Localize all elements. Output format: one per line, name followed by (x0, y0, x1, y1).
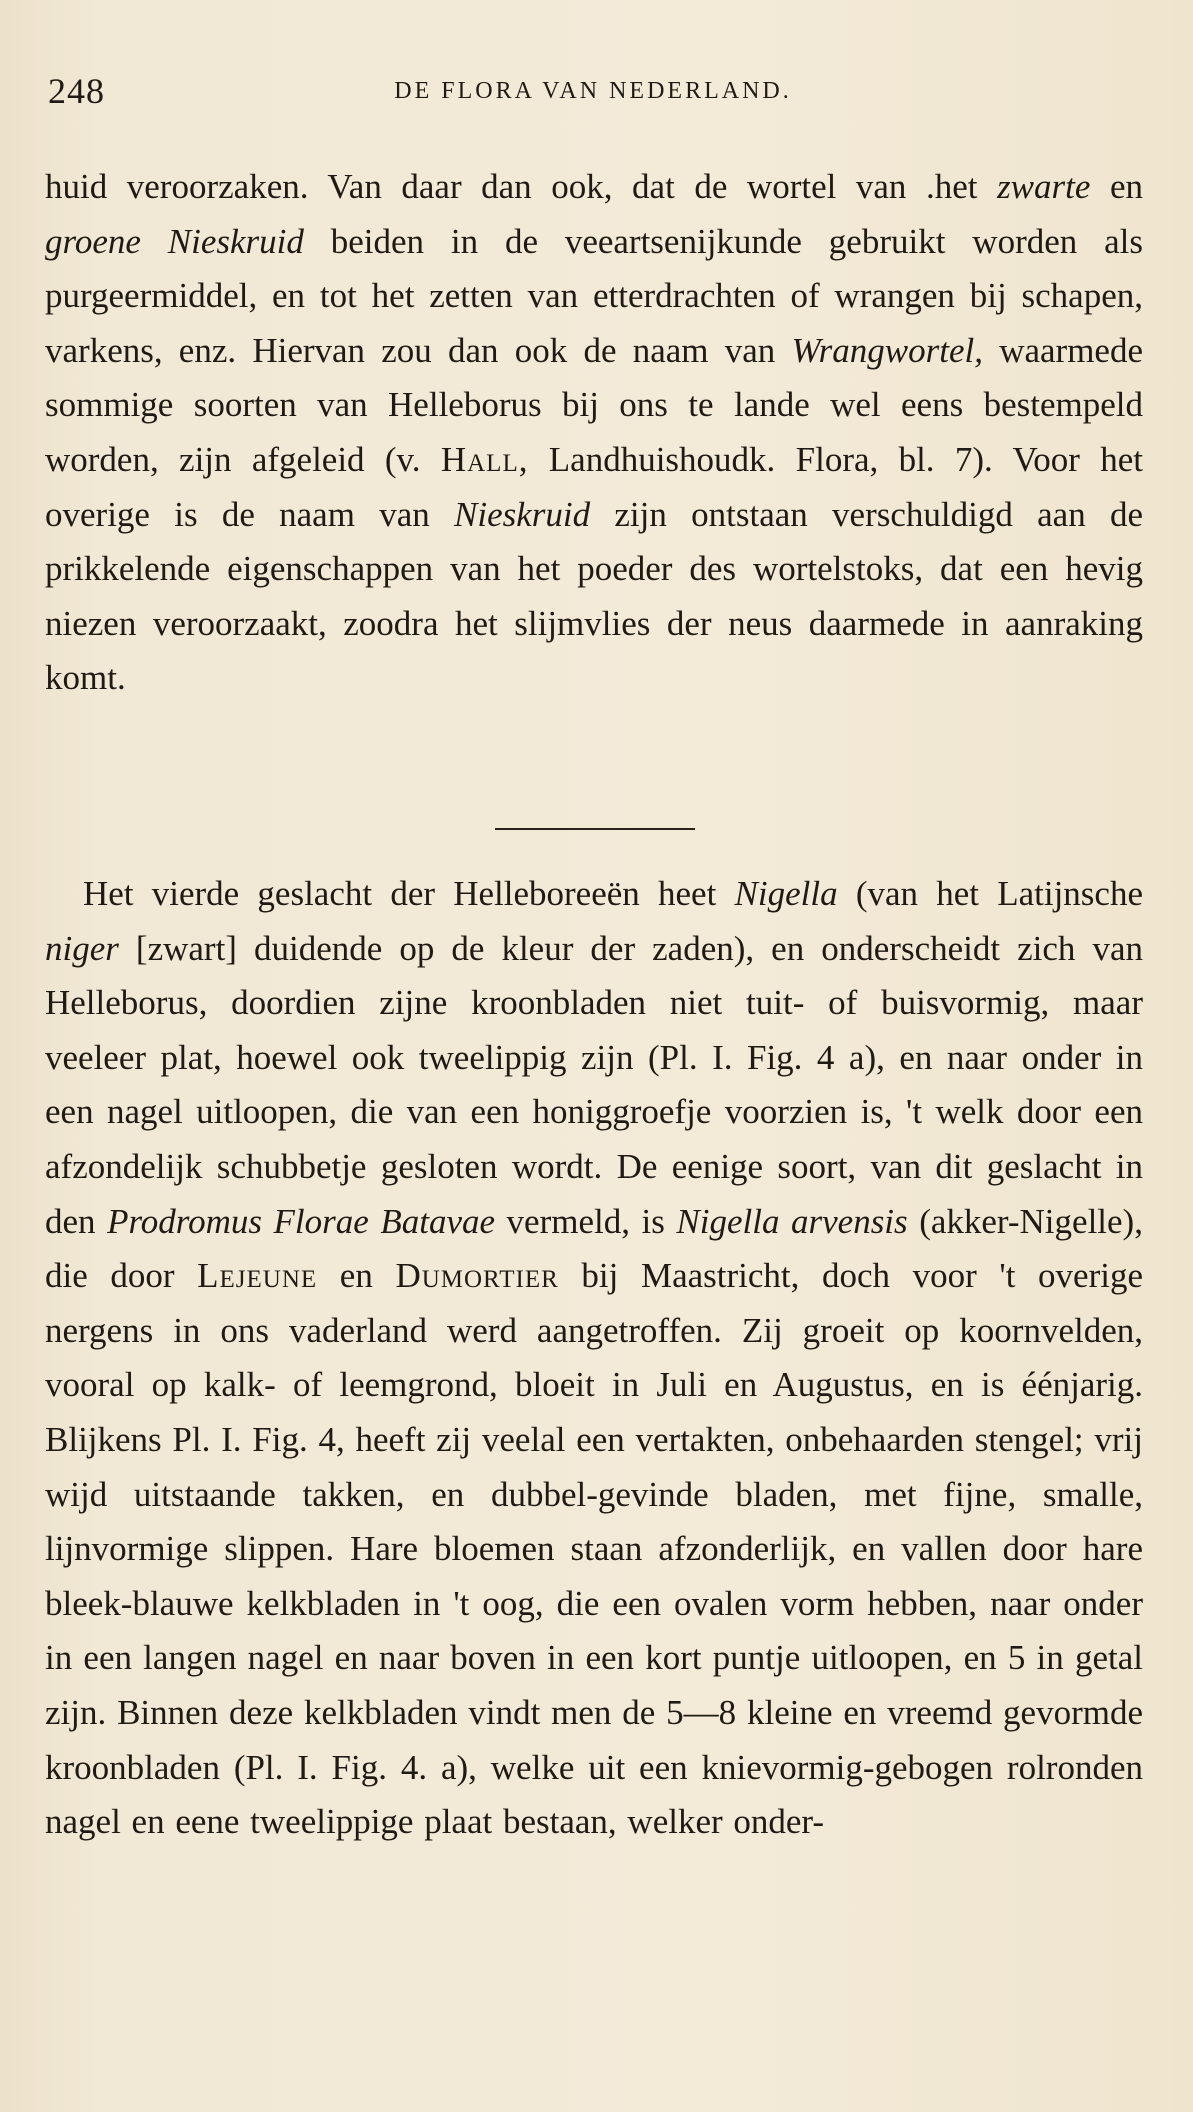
text-run: beiden in de veeartsenijkunde gebruikt worden als purgeermiddel, en tot het zetten van etterdrachten of wrangen bij schapen, varkens, enz. Hiervan zou dan ook de naam van (45, 221, 1143, 370)
italic-term: Nigella arvensis (676, 1201, 908, 1241)
paragraph-hellebore-purgative (45, 160, 1143, 706)
text-run: (van het Latijnsche (837, 874, 1143, 913)
text-run: bij Maastricht, doch voor 't overige nergens in ons vaderland werd aangetroffen. Zij groeit op koornvelden, vooral op kalk- of leemgrond, bloeit in Juli en Augustus, en is éénjarig. Blijkens Pl. I. Fig. 4, heeft zij veelal een vertakten, onbehaarden stengel; vrij wijd uitstaande takken, en dubbel-gevinde bladen, met fijne, smalle, lijnvormige slippen. Hare bloemen staan afzonderlijk, en vallen door hare bleek-blauwe kelkbladen in 't oog, die een ovalen vorm hebben, naar onder in een langen nagel en naar boven in een kort puntje uitloopen, en 5 in getal zijn. Binnen deze kelkbladen vindt men de 5—8 kleine en vreemd gevormde kroonbladen (Pl. I. Fig. 4. a), welke uit een knievormig-gebogen rolronden nagel en eene tweelippige plaat bestaan, welker onder- (45, 1256, 1143, 1842)
italic-term: zwarte (997, 167, 1091, 206)
italic-term: Prodromus Florae Batavae (107, 1201, 496, 1241)
text-run: Het vierde geslacht der Helleboreeën heet (83, 874, 735, 913)
italic-term: Nigella (734, 874, 838, 913)
text-run: Landhuishoudk. Flora, bl. 7). Voor het overige is de naam van (45, 439, 1143, 534)
page-header (48, 70, 1138, 120)
section-divider (495, 828, 695, 830)
italic-term: niger (45, 928, 119, 968)
author-name: Lejeune (197, 1256, 318, 1296)
italic-term: Nieskruid (454, 494, 591, 534)
italic-term: groene Nieskruid (45, 221, 304, 261)
author-name: Hall, (440, 439, 529, 479)
author-name: Dumortier (395, 1256, 559, 1296)
italic-term: Wrangwortel, (791, 330, 983, 370)
text-run: vermeld, is (495, 1201, 677, 1241)
paragraph-nigella (45, 867, 1143, 1850)
running-title: DE FLORA VAN NEDERLAND. (394, 78, 792, 104)
text-run: en (1090, 167, 1144, 206)
text-run: huid veroorzaken. Van daar dan ook, dat de wortel van .het (45, 167, 978, 206)
text-run: [zwart] duidende op de kleur der zaden), en onderscheidt zich van Helleborus, doordien zijne kroonbladen niet tuit- of buisvormig, maar veeleer plat, hoewel ook tweelippig zijn (Pl. I. Fig. 4 a), en naar onder in een nagel uitloopen, die van een honiggroefje voorzien is, 't welk door een afzondelijk schubbetje gesloten wordt. De eenige soort, van dit geslacht in den (45, 928, 1143, 1241)
text-run: en (317, 1256, 396, 1296)
text-run: zijn ontstaan verschuldigd aan de prikkelende eigenschappen van het poeder des wortelstoks, dat een hevig niezen veroorzaakt, zoodra het slijmvlies der neus daarmede in aanraking komt. (45, 494, 1143, 698)
text-run: waarmede sommige soorten van Helleborus bij ons te lande wel eens bestempeld worden, zijn afgeleid (v. (45, 330, 1144, 479)
page-number: 248 (48, 71, 105, 111)
text-run: (akker-Nigelle), die door (45, 1201, 1143, 1296)
